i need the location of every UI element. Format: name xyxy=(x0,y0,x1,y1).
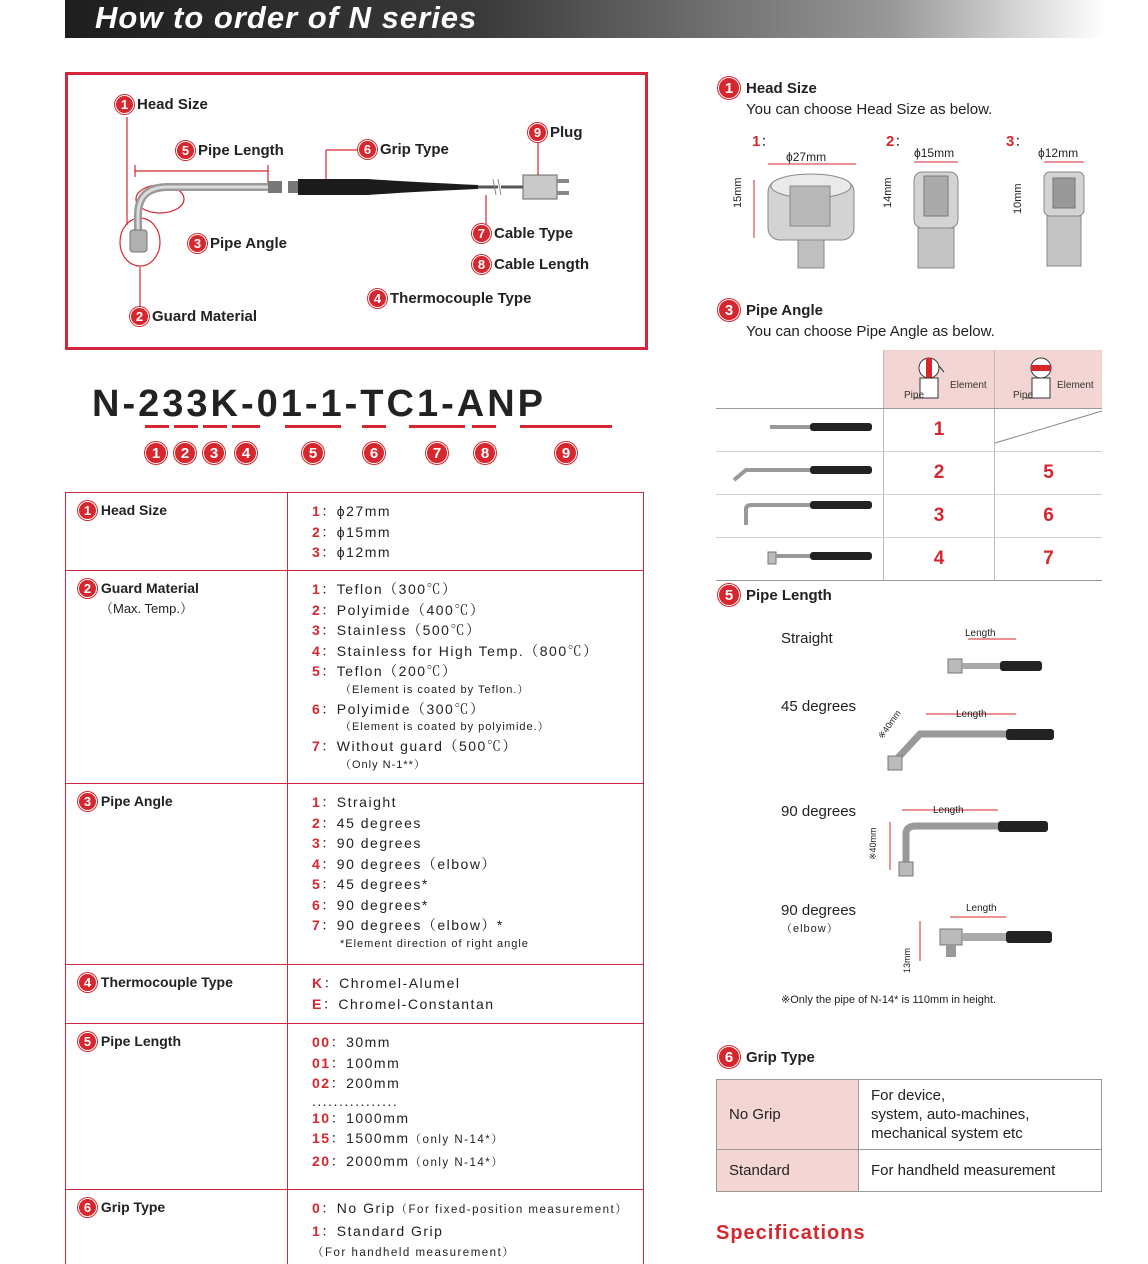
label-plug: 9 Plug xyxy=(528,123,583,142)
pipe-angle-table xyxy=(716,350,1102,581)
section-pipe-angle xyxy=(718,299,823,321)
dim-elbow: 13mm xyxy=(902,947,912,973)
table-row xyxy=(717,1150,1102,1192)
length-label: Length xyxy=(965,628,996,639)
section-pipe-length xyxy=(718,584,832,606)
not-applicable-slash xyxy=(995,409,1102,445)
label-cable-length: 8 Cable Length xyxy=(472,255,589,274)
page-header xyxy=(65,0,1105,38)
code-marker-6: 6 xyxy=(363,442,385,464)
pipe-length-45-label: 45 degrees xyxy=(781,698,857,715)
dim-90: ※40mm xyxy=(868,827,878,860)
table-row-pipe-angle: 3 Pipe Angle 1：Straight 2：45 degrees 3：90 degrees 4：90 degrees（elbow） 5：45 degrees* 6：90 degrees* 7：90 degrees（elbow）* *Element direction of right angle xyxy=(66,784,644,965)
code-marker-1: 1 xyxy=(145,442,167,464)
head-option-2: 2： xyxy=(886,133,910,150)
pipe-length-footnote: ※Only the pipe of N-14* is 110mm in height. xyxy=(781,994,997,1006)
order-code-table xyxy=(65,492,644,1264)
label-grip-type: 6 Grip Type xyxy=(358,140,449,159)
code-marker-9: 9 xyxy=(555,442,577,464)
row-label: Grip Type xyxy=(100,1199,166,1215)
pipe-length-figures xyxy=(716,615,1102,1005)
grip-standard: Standard xyxy=(717,1150,859,1192)
row-marker: 5 xyxy=(78,1032,97,1051)
grip-type-table xyxy=(716,1079,1102,1192)
table-row xyxy=(716,537,1102,580)
section-title: Pipe Length xyxy=(746,586,832,604)
table-row-grip-type: 6 Grip Type 0：No Grip（For fixed-position measurement） 1：Standard Grip（For handheld measurement） xyxy=(66,1190,644,1264)
row-marker: 1 xyxy=(78,501,97,520)
marker-5: 5 xyxy=(176,141,195,160)
grip-no-grip-desc: For device, system, auto-machines, mechanical system etc xyxy=(859,1080,1102,1150)
code-underline-5 xyxy=(285,425,341,428)
grip-no-grip: No Grip xyxy=(717,1080,859,1150)
probe-elbow-icon xyxy=(716,538,883,574)
label-pipe-length: 5 Pipe Length xyxy=(176,141,284,160)
specifications-heading: Specifications xyxy=(716,1222,866,1244)
head-2-height: 14mm xyxy=(882,177,894,208)
row-marker: 2 xyxy=(78,579,97,598)
section-marker: 3 xyxy=(718,299,740,321)
table-row-pipe-length: 5 Pipe Length 00：30mm 01：100mm 02：200mm ................ 10：1000mm 15：1500mm（only N-14*） 20：2000mm（only N-14*） xyxy=(66,1024,644,1190)
label-thermocouple-type: 4 Thermocouple Type xyxy=(368,289,531,308)
pipe-length-elbow-sub: （elbow） xyxy=(781,923,839,935)
row-label: Guard Material xyxy=(100,580,199,596)
angle-header-straight: Pipe Element xyxy=(884,350,995,408)
code-underline-8 xyxy=(472,425,496,428)
product-diagram xyxy=(65,72,648,350)
code-marker-4: 4 xyxy=(235,442,257,464)
table-row-head-size: 1 Head Size 1：ϕ27mm 2：ϕ15mm 3：ϕ12mm xyxy=(66,493,644,571)
head-option-3: 3： xyxy=(1006,133,1030,150)
label-head-size: 1 Head Size xyxy=(115,95,208,114)
code-underline-2 xyxy=(174,425,198,428)
code-marker-3: 3 xyxy=(203,442,225,464)
head-1-image xyxy=(746,158,866,268)
table-row xyxy=(716,451,1102,494)
model-code: N-233K-01-1-TC1-ANP xyxy=(92,383,546,425)
section-marker: 1 xyxy=(718,77,740,99)
table-row xyxy=(716,350,1102,408)
pipe-length-elbow-figure xyxy=(906,905,1056,975)
length-label: Length xyxy=(956,709,987,720)
head-2-image xyxy=(896,158,976,268)
label-guard-material: 2 Guard Material xyxy=(130,307,257,326)
element-right-angle-icon xyxy=(995,350,1102,408)
length-label: Length xyxy=(966,903,997,914)
code-underline-6 xyxy=(362,425,386,428)
head-3-image xyxy=(1028,158,1108,268)
section-title: Head Size xyxy=(746,79,817,97)
marker-9: 9 xyxy=(528,123,547,142)
head-2-diameter: ϕ15mm xyxy=(914,146,955,160)
probe-90deg-icon xyxy=(716,495,883,531)
label-cable-type: 7 Cable Type xyxy=(472,224,573,243)
pipe-length-elbow-label: 90 degrees xyxy=(781,902,857,919)
code-marker-2: 2 xyxy=(174,442,196,464)
table-row xyxy=(716,408,1102,451)
row-label: Thermocouple Type xyxy=(100,974,233,990)
row-label: Head Size xyxy=(100,502,168,518)
table-row xyxy=(717,1080,1102,1150)
marker-1: 1 xyxy=(115,95,134,114)
section-marker: 6 xyxy=(718,1046,740,1068)
head-3-diameter: ϕ12mm xyxy=(1038,146,1079,160)
code-marker-7: 7 xyxy=(426,442,448,464)
grip-standard-desc: For handheld measurement xyxy=(859,1150,1102,1192)
section-subtitle: You can choose Pipe Angle as below. xyxy=(746,323,995,340)
marker-7: 7 xyxy=(472,224,491,243)
angle-code-1: 1 xyxy=(884,408,995,451)
pipe-length-90-label: 90 degrees xyxy=(781,803,857,820)
element-straight-icon xyxy=(884,350,996,408)
marker-3: 3 xyxy=(188,234,207,253)
angle-code-5: 5 xyxy=(995,451,1103,494)
marker-6: 6 xyxy=(358,140,377,159)
probe-45deg-icon xyxy=(716,452,883,488)
angle-code-7: 7 xyxy=(995,537,1103,580)
angle-code-2: 2 xyxy=(884,451,995,494)
dim-45: ※40mm xyxy=(876,708,903,741)
section-title: Grip Type xyxy=(746,1048,815,1066)
angle-code-4: 4 xyxy=(884,537,995,580)
head-size-options xyxy=(716,128,1102,268)
row-marker: 3 xyxy=(78,792,97,811)
marker-8: 8 xyxy=(472,255,491,274)
code-underline-1 xyxy=(145,425,169,428)
angle-code-3: 3 xyxy=(884,494,995,537)
table-row-guard-material: 2 Guard Material （Max. Temp.） 1：Teflon（300℃） 2：Polyimide（400℃） 3：Stainless（500℃） 4：Stainless for High Temp.（800℃） 5：Teflon（200℃） （Element is coated by Teflon.） 6：Polyimide（300℃） （Element is coated by polyimide.） 7：Without guard（500℃） （Only N-1**） xyxy=(66,571,644,784)
code-underline-3 xyxy=(203,425,227,428)
marker-2: 2 xyxy=(130,307,149,326)
angle-header-right-angle: Pipe Element xyxy=(995,350,1103,408)
section-grip-type xyxy=(718,1046,815,1068)
table-row xyxy=(716,494,1102,537)
section-marker: 5 xyxy=(718,584,740,606)
table-row-thermocouple-type: 4 Thermocouple Type K：Chromel-Alumel E：Chromel-Constantan xyxy=(66,965,644,1024)
label-pipe-angle: 3 Pipe Angle xyxy=(188,234,287,253)
code-underline-7 xyxy=(409,425,465,428)
head-option-1: 1： xyxy=(752,133,776,150)
row-sublabel: （Max. Temp.） xyxy=(100,601,193,616)
pipe-length-straight-label: Straight xyxy=(781,630,833,647)
section-head-size xyxy=(718,77,817,99)
angle-code-6: 6 xyxy=(995,494,1103,537)
head-3-height: 10mm xyxy=(1012,183,1024,214)
code-underline-4 xyxy=(232,425,260,428)
page-title: How to order of N series xyxy=(95,0,478,35)
length-label: Length xyxy=(933,805,964,816)
row-marker: 6 xyxy=(78,1198,97,1217)
section-subtitle: You can choose Head Size as below. xyxy=(746,101,993,118)
probe-straight-icon xyxy=(716,409,883,445)
code-underline-9 xyxy=(520,425,612,428)
head-1-height: 15mm xyxy=(732,177,744,208)
row-marker: 4 xyxy=(78,973,97,992)
row-label: Pipe Angle xyxy=(100,793,173,809)
marker-4: 4 xyxy=(368,289,387,308)
section-title: Pipe Angle xyxy=(746,301,823,319)
row-label: Pipe Length xyxy=(100,1033,182,1049)
code-marker-5: 5 xyxy=(302,442,324,464)
code-marker-8: 8 xyxy=(474,442,496,464)
head-1-diameter: ϕ27mm xyxy=(786,150,827,164)
